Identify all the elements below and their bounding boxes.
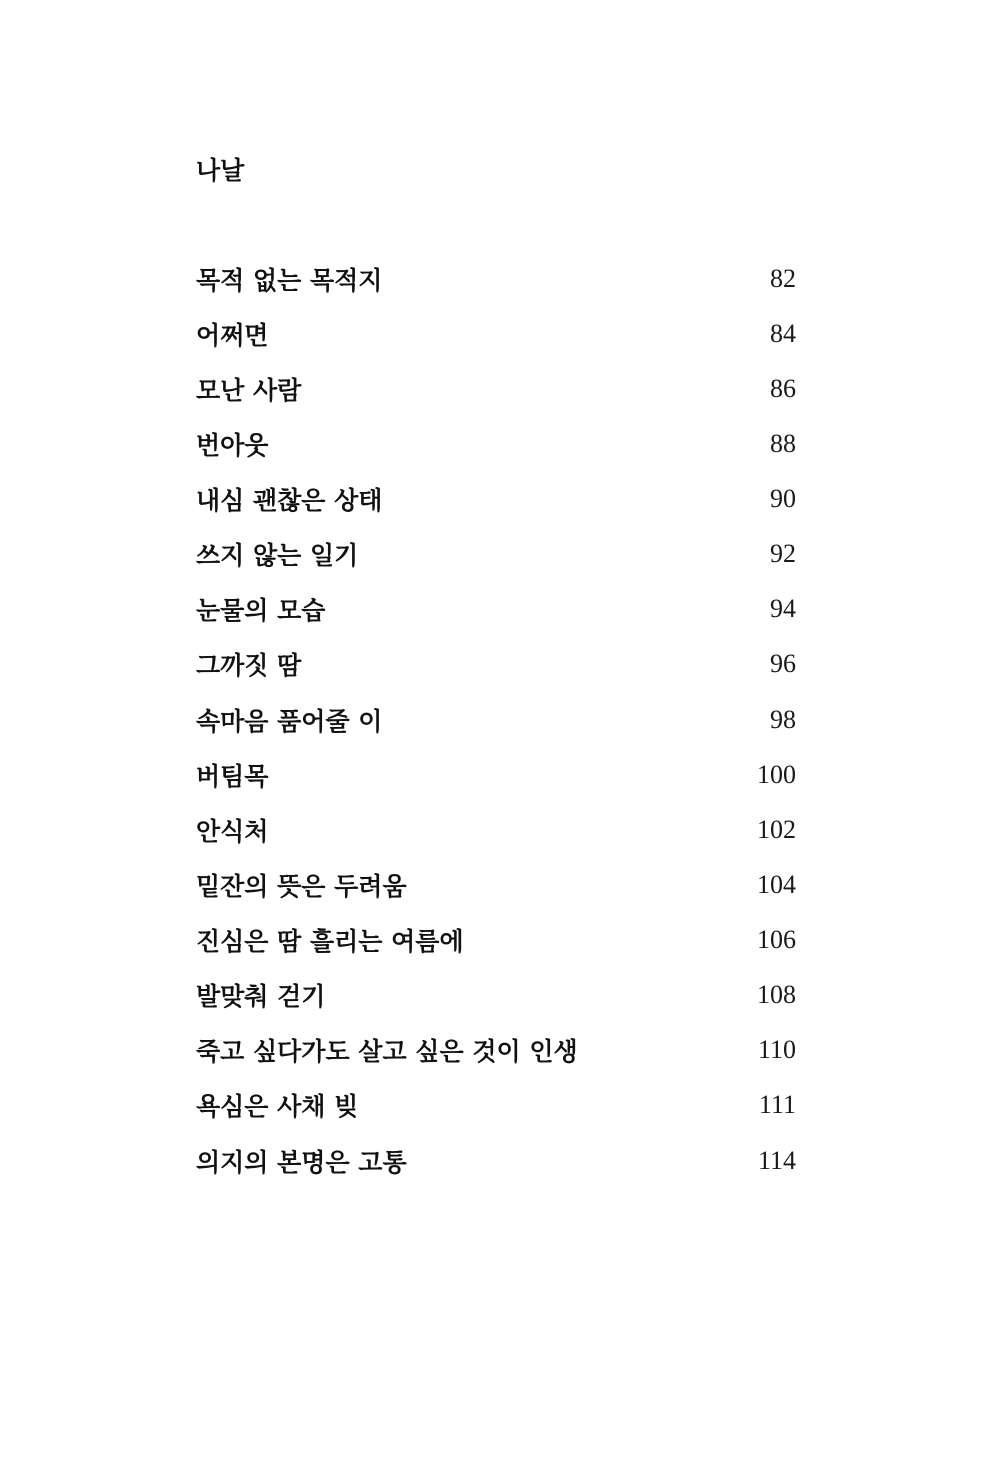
toc-entry-page-number: 82 <box>770 263 796 293</box>
toc-entry-title: 발맞춰 걷기 <box>196 982 326 1012</box>
toc-entry-page-number: 111 <box>758 1090 796 1120</box>
toc-entry-title: 속마음 품어줄 이 <box>196 706 383 736</box>
toc-entry-title: 밑잔의 뜻은 두려움 <box>196 871 407 901</box>
toc-entry-title: 욕심은 사채 빚 <box>196 1092 359 1122</box>
toc-entry-page-number: 106 <box>757 925 796 955</box>
toc-entry-page-number: 86 <box>770 373 796 403</box>
toc-entry-title: 안식처 <box>196 816 269 846</box>
toc-entry-title: 쓰지 않는 일기 <box>196 541 359 571</box>
toc-entry[interactable] <box>196 1078 796 1133</box>
toc-entry[interactable] <box>196 251 796 306</box>
toc-entry-page-number: 84 <box>770 318 796 348</box>
toc-entry-page-number: 108 <box>757 980 796 1010</box>
toc-entry-page-number: 96 <box>770 649 796 679</box>
toc-entry[interactable] <box>196 1133 796 1188</box>
toc-entry-title: 의지의 본명은 고통 <box>196 1147 407 1177</box>
toc-entry-page-number: 110 <box>757 1035 796 1065</box>
toc-entry-page-number: 90 <box>770 484 796 514</box>
toc-entry[interactable] <box>196 802 796 857</box>
toc-entry-title: 눈물의 모습 <box>196 596 326 626</box>
toc-entry-title: 내심 괜찮은 상태 <box>196 486 383 516</box>
toc-entry[interactable] <box>196 968 796 1023</box>
toc-entry[interactable] <box>196 692 796 747</box>
table-of-contents <box>196 251 796 1188</box>
toc-entry-page-number: 102 <box>757 814 796 844</box>
toc-entry[interactable] <box>196 857 796 912</box>
toc-entry[interactable] <box>196 527 796 582</box>
toc-entry-title: 모난 사람 <box>196 375 302 405</box>
toc-entry-page-number: 92 <box>770 539 796 569</box>
toc-entry-title: 죽고 싶다가도 살고 싶은 것이 인생 <box>196 1037 578 1067</box>
toc-entry-title: 그까짓 땀 <box>196 651 302 681</box>
toc-entry-page-number: 94 <box>770 594 796 624</box>
toc-entry-title: 번아웃 <box>196 430 269 460</box>
toc-entry-page-number: 114 <box>757 1145 796 1175</box>
toc-entry[interactable] <box>196 913 796 968</box>
toc-entry[interactable] <box>196 637 796 692</box>
toc-entry-page-number: 98 <box>770 704 796 734</box>
toc-entry[interactable] <box>196 306 796 361</box>
toc-entry[interactable] <box>196 416 796 471</box>
section-title: 나날 <box>196 156 245 185</box>
toc-entry-title: 버팀목 <box>196 761 269 791</box>
toc-entry[interactable] <box>196 747 796 802</box>
toc-entry-page-number: 100 <box>757 759 796 789</box>
toc-entry[interactable] <box>196 361 796 416</box>
toc-entry[interactable] <box>196 1023 796 1078</box>
toc-entry-page-number: 104 <box>757 869 796 899</box>
toc-entry[interactable] <box>196 582 796 637</box>
toc-entry-title: 목적 없는 목적지 <box>196 265 383 295</box>
toc-entry-page-number: 88 <box>770 428 796 458</box>
toc-entry-title: 진심은 땀 흘리는 여름에 <box>196 927 464 957</box>
toc-entry[interactable] <box>196 472 796 527</box>
toc-entry-title: 어쩌면 <box>196 320 269 350</box>
